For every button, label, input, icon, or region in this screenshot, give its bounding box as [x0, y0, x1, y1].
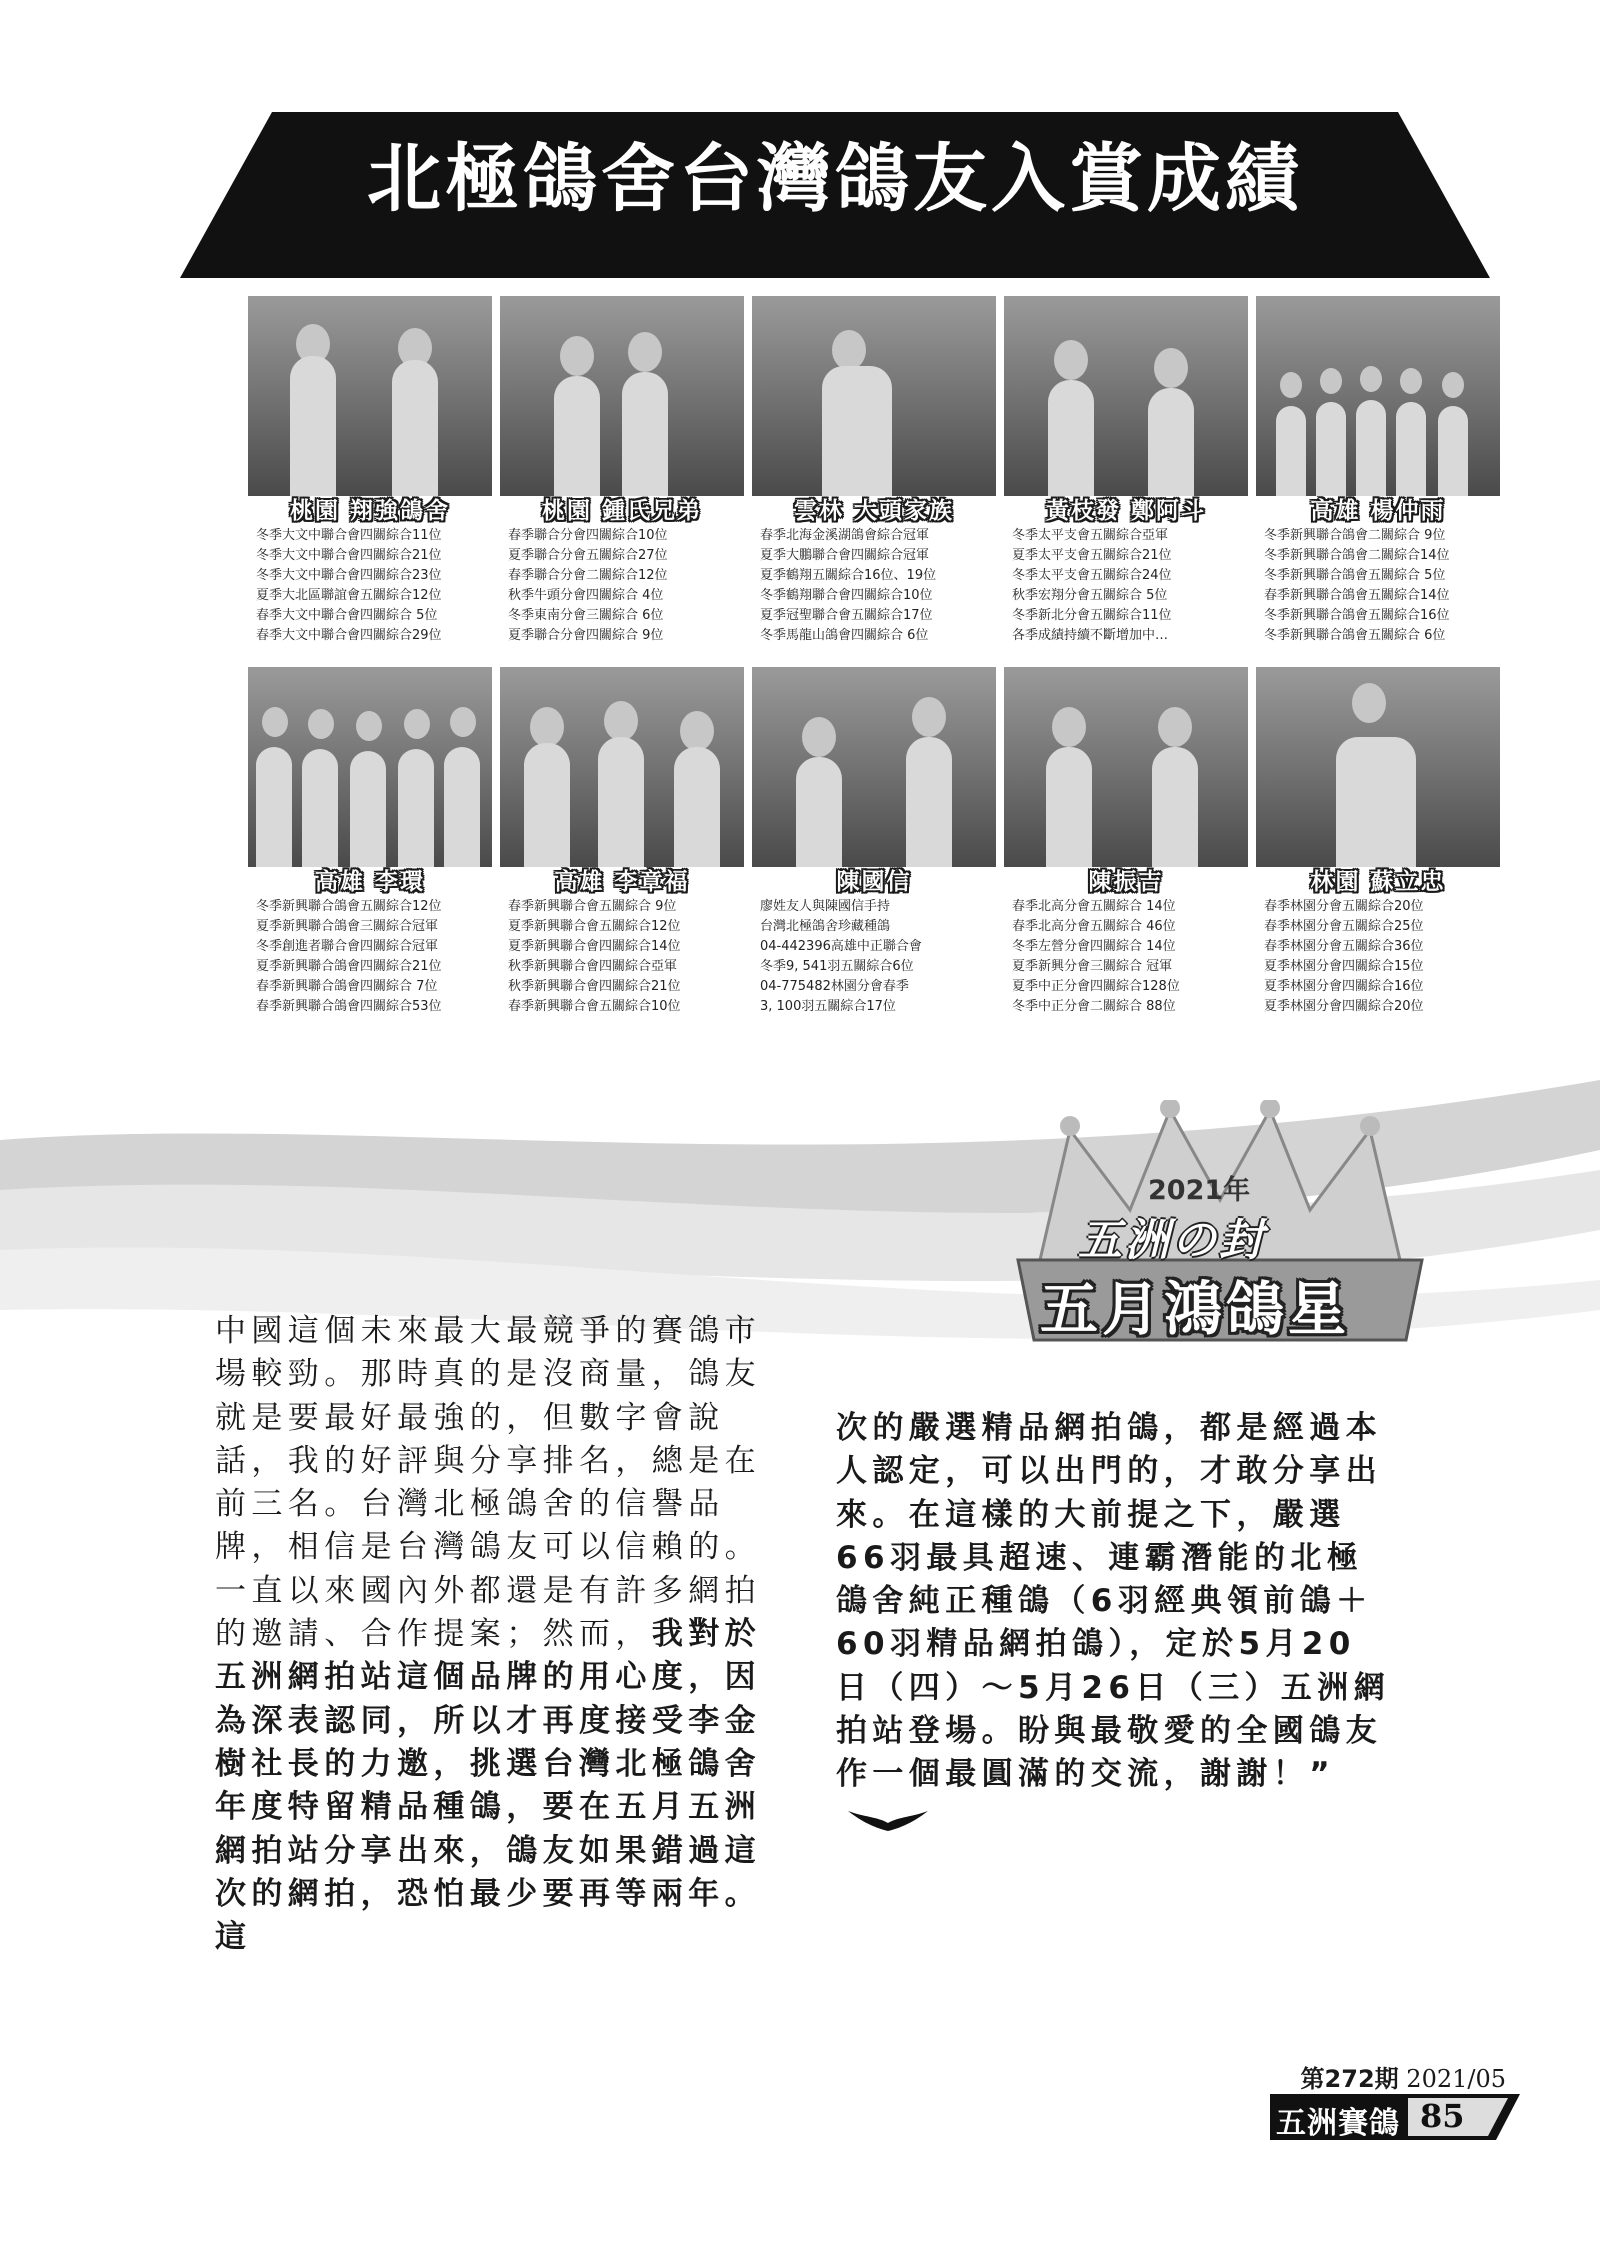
emblem-year: 2021年: [1148, 1175, 1251, 1206]
result-line: 秋季新興聯合會四關綜合21位: [508, 979, 681, 994]
fancier-name: 陳國信: [836, 868, 912, 895]
result-line: 春季大文中聯合會四關綜合 5位: [256, 608, 438, 623]
result-line: 春季新興聯合會五關綜合 9位: [508, 899, 677, 914]
result-line: 冬季太平支會五關綜合24位: [1012, 568, 1172, 583]
result-line: 秋季新興聯合會四關綜合亞軍: [508, 959, 678, 974]
result-line: 夏季聯合分會五關綜合27位: [508, 548, 668, 563]
fancier-card: [1256, 667, 1500, 1017]
fancier-name: 林園 蘇立忠: [1310, 868, 1446, 895]
result-line: 冬季馬龍山鴿會四關綜合 6位: [760, 628, 929, 643]
fancier-name: 桃園 翔強鴿舍: [289, 497, 450, 524]
fancier-card: [248, 667, 492, 1017]
result-line: 夏季鶴翔五關綜合16位、19位: [760, 568, 937, 583]
page-title: 北極鴿舍台灣鴿友入賞成績: [367, 136, 1303, 222]
fancier-photo: [752, 667, 996, 867]
result-line: 秋季牛頭分會四關綜合 4位: [508, 588, 664, 603]
result-line: 夏季太平支會五關綜合21位: [1012, 548, 1172, 563]
fancier-photo: [1004, 296, 1248, 496]
fancier-card: [500, 667, 744, 1017]
result-line: 冬季新興聯合鴿會五關綜合 5位: [1264, 568, 1446, 583]
result-line: 春季大文中聯合會四關綜合29位: [256, 628, 442, 643]
result-line: 春季林園分會五關綜合36位: [1264, 939, 1424, 954]
result-line: 夏季中正分會四關綜合128位: [1012, 979, 1180, 994]
page-footer: [1270, 2094, 1520, 2140]
fancier-card: [500, 296, 744, 646]
result-line: 夏季林園分會四關綜合20位: [1264, 999, 1424, 1014]
results-list: [752, 526, 996, 646]
issue-date: 2021/05: [1406, 2065, 1506, 2093]
result-line: 冬季大文中聯合會四關綜合11位: [256, 528, 442, 543]
fancier-photo: [500, 296, 744, 496]
result-line: 夏季大鵬聯合會四關綜合冠軍: [760, 548, 930, 563]
result-line: 春季新興聯合鴿會四關綜合 7位: [256, 979, 438, 994]
result-line: 春季北高分會五關綜合 14位: [1012, 899, 1176, 914]
result-line: 春季林園分會五關綜合25位: [1264, 919, 1424, 934]
fancier-photo: [248, 296, 492, 496]
result-line: 春季聯合分會二關綜合12位: [508, 568, 668, 583]
magazine-name: 五洲賽鴿: [1276, 2106, 1400, 2141]
result-line: 冬季中正分會二關綜合 88位: [1012, 999, 1176, 1014]
result-line: 各季成績持續不斷增加中…: [1012, 628, 1169, 643]
title-banner: [180, 112, 1490, 278]
fancier-card: [752, 667, 996, 1017]
result-line: 春季新興聯合鴿會五關綜合14位: [1264, 588, 1450, 603]
fancier-photo: [1256, 296, 1500, 496]
result-line: 夏季新興聯合會四關綜合14位: [508, 939, 681, 954]
result-line: 3, 100羽五關綜合17位: [760, 999, 896, 1014]
issue-number: 第272期: [1300, 2065, 1399, 2093]
fancier-photo: [500, 667, 744, 867]
result-line: 冬季東南分會三關綜合 6位: [508, 608, 664, 623]
result-line: 春季北高分會五關綜合 46位: [1012, 919, 1176, 934]
article-column-right: [836, 1407, 1392, 1840]
result-line: 夏季新興聯合鴿會四關綜合21位: [256, 959, 442, 974]
result-line: 04-442396高雄中正聯合會: [760, 939, 922, 954]
result-line: 冬季新興聯合鴿會五關綜合 6位: [1264, 628, 1446, 643]
results-list: [500, 526, 744, 646]
result-line: 春季新興聯合會五關綜合10位: [508, 999, 681, 1014]
page-number: 85: [1420, 2097, 1465, 2135]
fancier-name: 高雄 李章福: [554, 868, 690, 895]
issue-info: [1301, 2059, 1506, 2094]
result-line: 冬季新興聯合鴿會五關綜合12位: [256, 899, 442, 914]
article-text-bold: 次的嚴選精品網拍鴿，都是經過本人認定，可以出門的，才敢分享出來。在這樣的大前提之下，嚴選66羽最具超速、連霸潛能的北極鴿舍純正種鴿（6羽經典領前鴿＋60羽精品網拍鴿），定於5月20日（四）～5月26日（三）五洲網拍站登場。盼與最敬愛的全國鴿友作一個最圓滿的交流，謝謝！”: [836, 1410, 1391, 1793]
result-line: 冬季新興聯合鴿會二關綜合 9位: [1264, 528, 1446, 543]
article-text: 中國這個未來最大最競爭的賽鴿市場較勁。那時真的是沒商量，鴿友就是要最好最強的，但數字會說話，我的好評與分享排名，總是在前三名。台灣北極鴿舍的信譽品牌，相信是台灣鴿友可以信賴的。一直以來國內外都還是有許多網拍的邀請、合作提案；然而，: [215, 1313, 761, 1653]
article-column-left: [215, 1310, 771, 1959]
result-line: 夏季林園分會四關綜合15位: [1264, 959, 1424, 974]
result-line: 廖姓友人與陳國信手持: [760, 899, 891, 914]
fancier-photo: [1004, 667, 1248, 867]
results-list: [1004, 526, 1248, 646]
fancier-photo: [248, 667, 492, 867]
result-line: 冬季大文中聯合會四關綜合23位: [256, 568, 442, 583]
result-line: 夏季新興聯合鴿會三關綜合冠軍: [256, 919, 439, 934]
result-line: 春季新興聯合鴿會四關綜合53位: [256, 999, 442, 1014]
result-line: 夏季新興分會三關綜合 冠軍: [1012, 959, 1173, 974]
result-line: 冬季太平支會五關綜合亞軍: [1012, 528, 1169, 543]
fancier-name: 高雄 楊仲雨: [1310, 497, 1446, 524]
results-list: [1256, 526, 1500, 646]
results-list: [248, 526, 492, 646]
result-line: 夏季新興聯合會五關綜合12位: [508, 919, 681, 934]
results-list: [500, 897, 744, 1017]
fancier-card: [1004, 296, 1248, 646]
result-line: 秋季宏翔分會五關綜合 5位: [1012, 588, 1168, 603]
result-line: 冬季新興聯合鴿會二關綜合14位: [1264, 548, 1450, 563]
article-text-bold: 我對於五洲網拍站這個品牌的用心度，因為深表認同，所以才再度接受李金樹社長的力邀，挑選台灣北極鴿舍年度特留精品種鴿，要在五月五洲網拍站分享出來，鴿友如果錯過這次的網拍，恐怕最少要再等兩年。這: [215, 1616, 762, 1956]
fancier-name: 雲林 大頭家族: [793, 497, 954, 524]
result-line: 冬季9, 541羽五關綜合6位: [760, 959, 914, 974]
result-line: 夏季大北區聯誼會五關綜合12位: [256, 588, 442, 603]
result-line: 冬季鶴翔聯合會四關綜合10位: [760, 588, 933, 603]
result-line: 春季林園分會五關綜合20位: [1264, 899, 1424, 914]
fancier-card: [1004, 667, 1248, 1017]
bird-emblem-icon: [846, 1805, 930, 1833]
results-list: [752, 897, 996, 1017]
result-line: 冬季左營分會四關綜合 14位: [1012, 939, 1176, 954]
result-line: 冬季新興聯合鴿會五關綜合16位: [1264, 608, 1450, 623]
results-list: [248, 897, 492, 1017]
fancier-name: 陳振吉: [1088, 868, 1164, 895]
fancier-photo: [1256, 667, 1500, 867]
result-line: 04-775482林園分會春季: [760, 979, 909, 994]
result-line: 春季北海金溪湖鴿會綜合冠軍: [760, 528, 930, 543]
result-line: 台灣北極鴿舍珍藏種鴿: [760, 919, 891, 934]
result-line: 冬季新北分會五關綜合11位: [1012, 608, 1172, 623]
result-line: 冬季大文中聯合會四關綜合21位: [256, 548, 442, 563]
results-list: [1256, 897, 1500, 1017]
fancier-card: [248, 296, 492, 646]
fancier-card: [1256, 296, 1500, 646]
result-line: 夏季聯合分會四關綜合 9位: [508, 628, 664, 643]
fancier-card: [752, 296, 996, 646]
emblem-title: 五月鴻鴿星: [1040, 1275, 1351, 1343]
result-line: 夏季林園分會四關綜合16位: [1264, 979, 1424, 994]
emblem-subtitle: 五洲の封: [1078, 1215, 1266, 1266]
result-line: 春季聯合分會四關綜合10位: [508, 528, 668, 543]
fancier-name: 黃枝發 鄭阿斗: [1045, 497, 1206, 524]
result-line: 冬季創進者聯合會四關綜合冠軍: [256, 939, 439, 954]
fancier-name: 桃園 鍾氏兄弟: [541, 497, 702, 524]
result-line: 夏季冠聖聯合會五關綜合17位: [760, 608, 933, 623]
fancier-photo: [752, 296, 996, 496]
fancier-name: 高雄 李環: [314, 868, 425, 895]
results-list: [1004, 897, 1248, 1017]
